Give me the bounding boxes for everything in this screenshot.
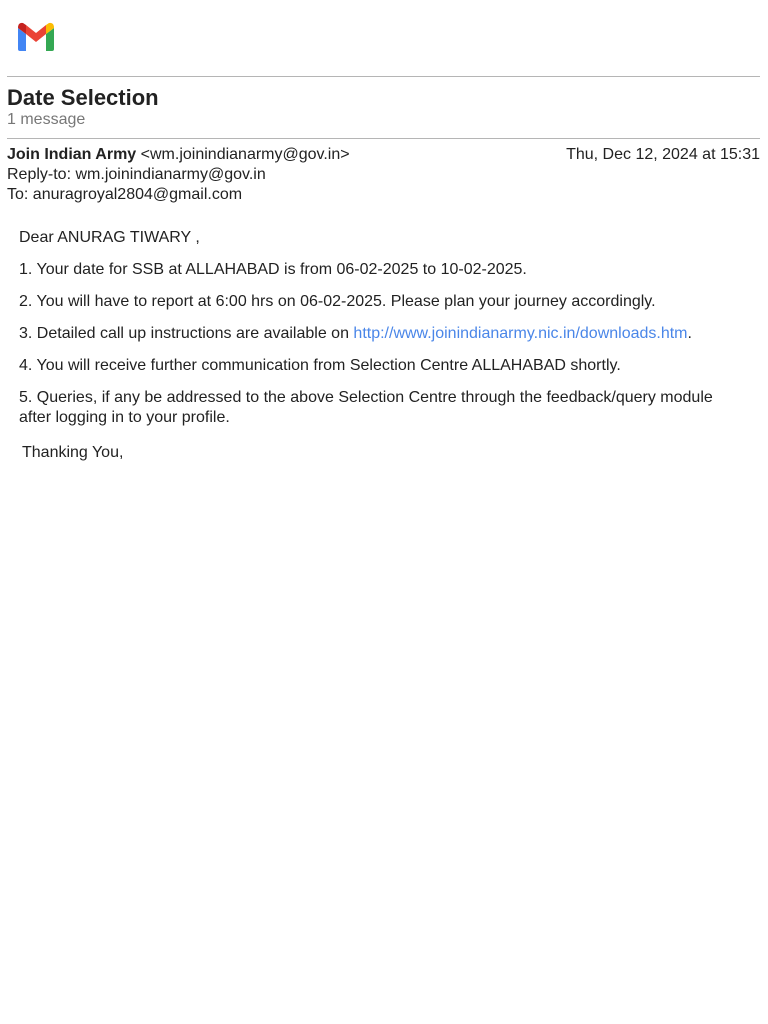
greeting: Dear ANURAG TIWARY ,	[19, 229, 200, 246]
sender-email: <wm.joinindianarmy@gov.in>	[140, 146, 350, 163]
from-line	[7, 145, 350, 165]
message-date: Thu, Dec 12, 2024 at 15:31	[566, 146, 760, 163]
downloads-link[interactable]: http://www.joinindianarmy.nic.in/downloads.htm	[353, 325, 688, 342]
closing: Thanking You,	[22, 444, 124, 461]
body-item-2: 2. You will have to report at 6:00 hrs on 06-02-2025. Please plan your journey accordingly.	[19, 293, 656, 310]
reply-to-label: Reply-to:	[7, 166, 72, 183]
top-divider	[7, 76, 760, 77]
body-item-3-text: 3. Detailed call up instructions are available on	[19, 325, 354, 342]
message-body	[19, 228, 744, 475]
message-count: 1 message	[7, 111, 86, 128]
to-line	[7, 185, 242, 205]
body-item-5: 5. Queries, if any be addressed to the above Selection Centre through the feedback/query module after logging in to your profile.	[19, 389, 713, 426]
to-label: To:	[7, 186, 29, 203]
sender-name: Join Indian Army	[7, 146, 137, 163]
body-item-4: 4. You will receive further communication from Selection Centre ALLAHABAD shortly.	[19, 357, 621, 374]
reply-to-address: wm.joinindianarmy@gov.in	[75, 166, 266, 183]
reply-to-line	[7, 165, 266, 185]
body-item-1: 1. Your date for SSB at ALLAHABAD is from 06-02-2025 to 10-02-2025.	[19, 261, 527, 278]
to-address: anuragroyal2804@gmail.com	[32, 186, 243, 203]
gmail-logo-icon	[16, 20, 56, 52]
body-item-3-end: .	[687, 325, 692, 342]
subject-divider	[7, 138, 760, 139]
body-item-3	[19, 324, 744, 344]
thread-subject: Date Selection	[7, 85, 159, 110]
